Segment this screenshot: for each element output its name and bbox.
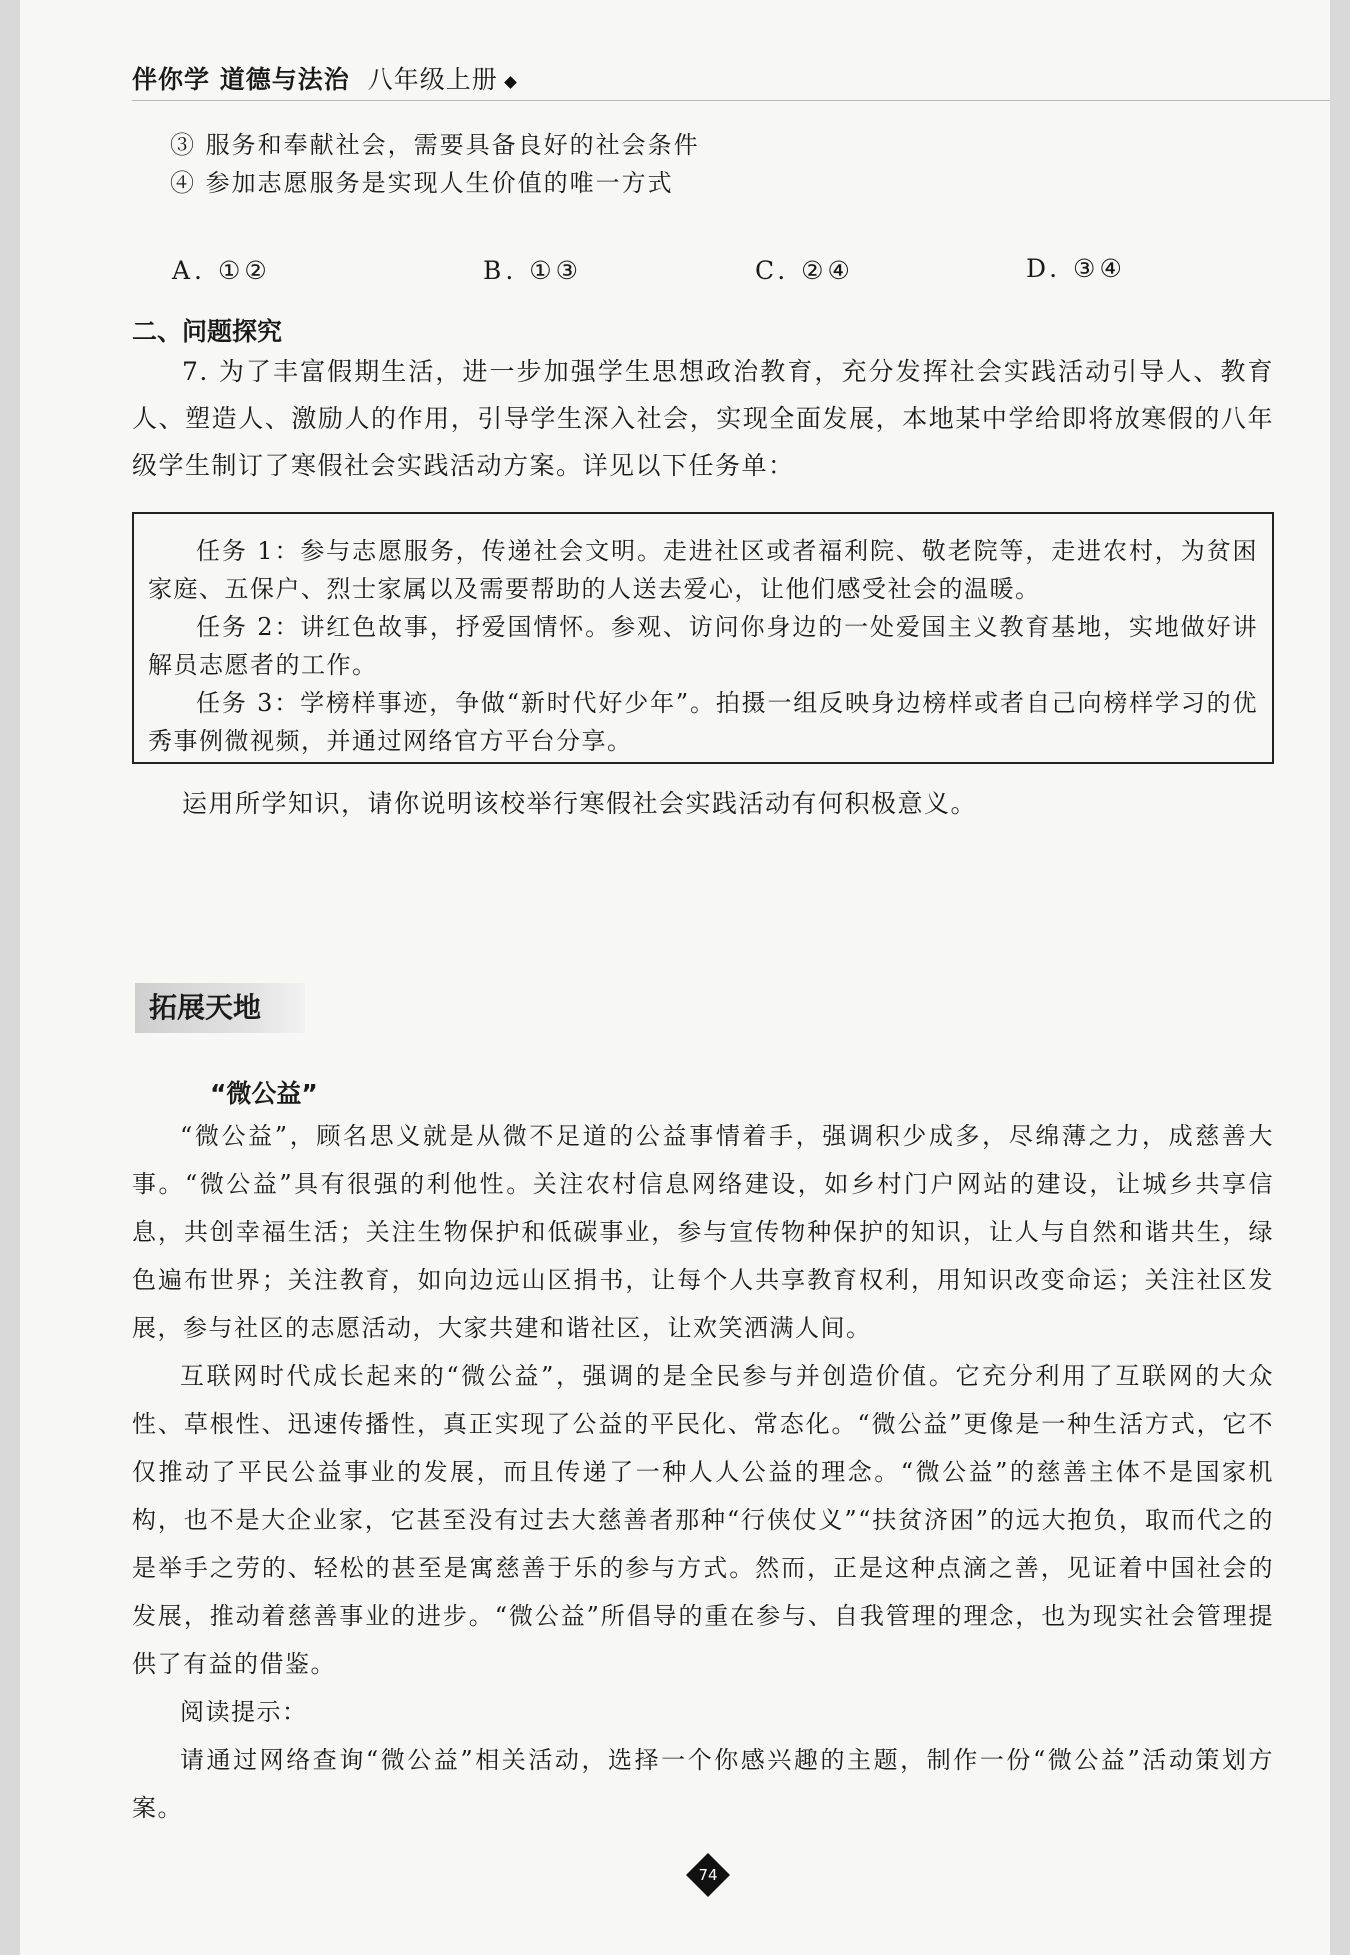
section-heading: 二、问题探究: [132, 317, 283, 346]
reading-tip-text: 请通过网络查询“微公益”相关活动，选择一个你感兴趣的主题，制作一份“微公益”活动策划方案。: [132, 1746, 1274, 1822]
task-list-box: [132, 512, 1274, 764]
reading-tip-label: 阅读提示：: [180, 1698, 308, 1726]
task-2: 任务 2：讲红色故事，抒爱国情怀。参观、访问你身边的一处爱国主义教育基地，实地做好讲解员志愿者的工作。: [148, 613, 1258, 679]
question-7-prompt: 运用所学知识，请你说明该校举行寒假社会实践活动有何积极意义。: [182, 789, 978, 818]
extension-heading: 拓展天地: [135, 983, 305, 1033]
choice-a: A. ①②: [172, 256, 271, 285]
task-3: 任务 3：学榜样事迹，争做“新时代好少年”。拍摄一组反映身边榜样或者自己向榜样学习的优秀事例微视频，并通过网络官方平台分享。: [148, 689, 1258, 755]
choice-b: B. ①③: [483, 256, 583, 285]
article-body: [132, 1112, 1274, 1832]
task-1: 任务 1：参与志愿服务，传递社会文明。走进社区或者福利院、敬老院等，走进农村，为贫困家庭、五保户、烈士家属以及需要帮助的人送去爱心，让他们感受社会的温暖。: [148, 537, 1258, 603]
article-title: “微公益”: [210, 1079, 318, 1108]
question-7-intro: 7. 为了丰富假期生活，进一步加强学生思想政治教育，充分发挥社会实践活动引导人、教育人、塑造人、激励人的作用，引导学生深入社会，实现全面发展，本地某中学给即将放寒假的八年级学生制订了寒假社会实践活动方案。详见以下任务单：: [132, 357, 1274, 480]
running-header: [132, 60, 515, 96]
option-item-4: ④ 参加志愿服务是实现人生价值的唯一方式: [170, 169, 674, 197]
option-item-3: ③ 服务和奉献社会，需要具备良好的社会条件: [170, 131, 700, 159]
article-paragraph: “微公益”，顾名思义就是从微不足道的公益事情着手，强调积少成多，尽绵薄之力，成慈善大事。“微公益”具有很强的利他性。关注农村信息网络建设，如乡村门户网站的建设，让城乡共享信息，共创幸福生活；关注生物保护和低碳事业，参与宣传物种保护的知识，让人与自然和谐共生，绿色遍布世界；关注教育，如向边远山区捐书，让每个人共享教育权利，用知识改变命运；关注社区发展，参与社区的志愿活动，大家共建和谐社区，让欢笑洒满人间。: [132, 1122, 1274, 1342]
document-page: [20, 0, 1330, 1955]
diamond-icon: [504, 76, 517, 89]
choice-d: D. ③④: [1026, 254, 1126, 283]
page-number: [685, 1852, 731, 1898]
grade-label: 八年级上册: [367, 65, 498, 94]
choice-c: C. ②④: [755, 256, 854, 285]
article-paragraph: 互联网时代成长起来的“微公益”，强调的是全民参与并创造价值。它充分利用了互联网的大众性、草根性、迅速传播性，真正实现了公益的平民化、常态化。“微公益”更像是一种生活方式，它不仅推动了平民公益事业的发展，而且传递了一种人人公益的理念。“微公益”的慈善主体不是国家机构，也不是大企业家，它甚至没有过去大慈善者那种“行侠仗义”“扶贫济困”的远大抱负，取而代之的是举手之劳的、轻松的甚至是寓慈善于乐的参与方式。然而，正是这种点滴之善，见证着中国社会的发展，推动着慈善事业的进步。“微公益”所倡导的重在参与、自我管理的理念，也为现实社会管理提供了有益的借鉴。: [132, 1362, 1274, 1678]
page-number-text: 74: [698, 1866, 718, 1884]
book-title: 伴你学 道德与法治: [132, 65, 350, 94]
header-divider: [132, 100, 1330, 101]
